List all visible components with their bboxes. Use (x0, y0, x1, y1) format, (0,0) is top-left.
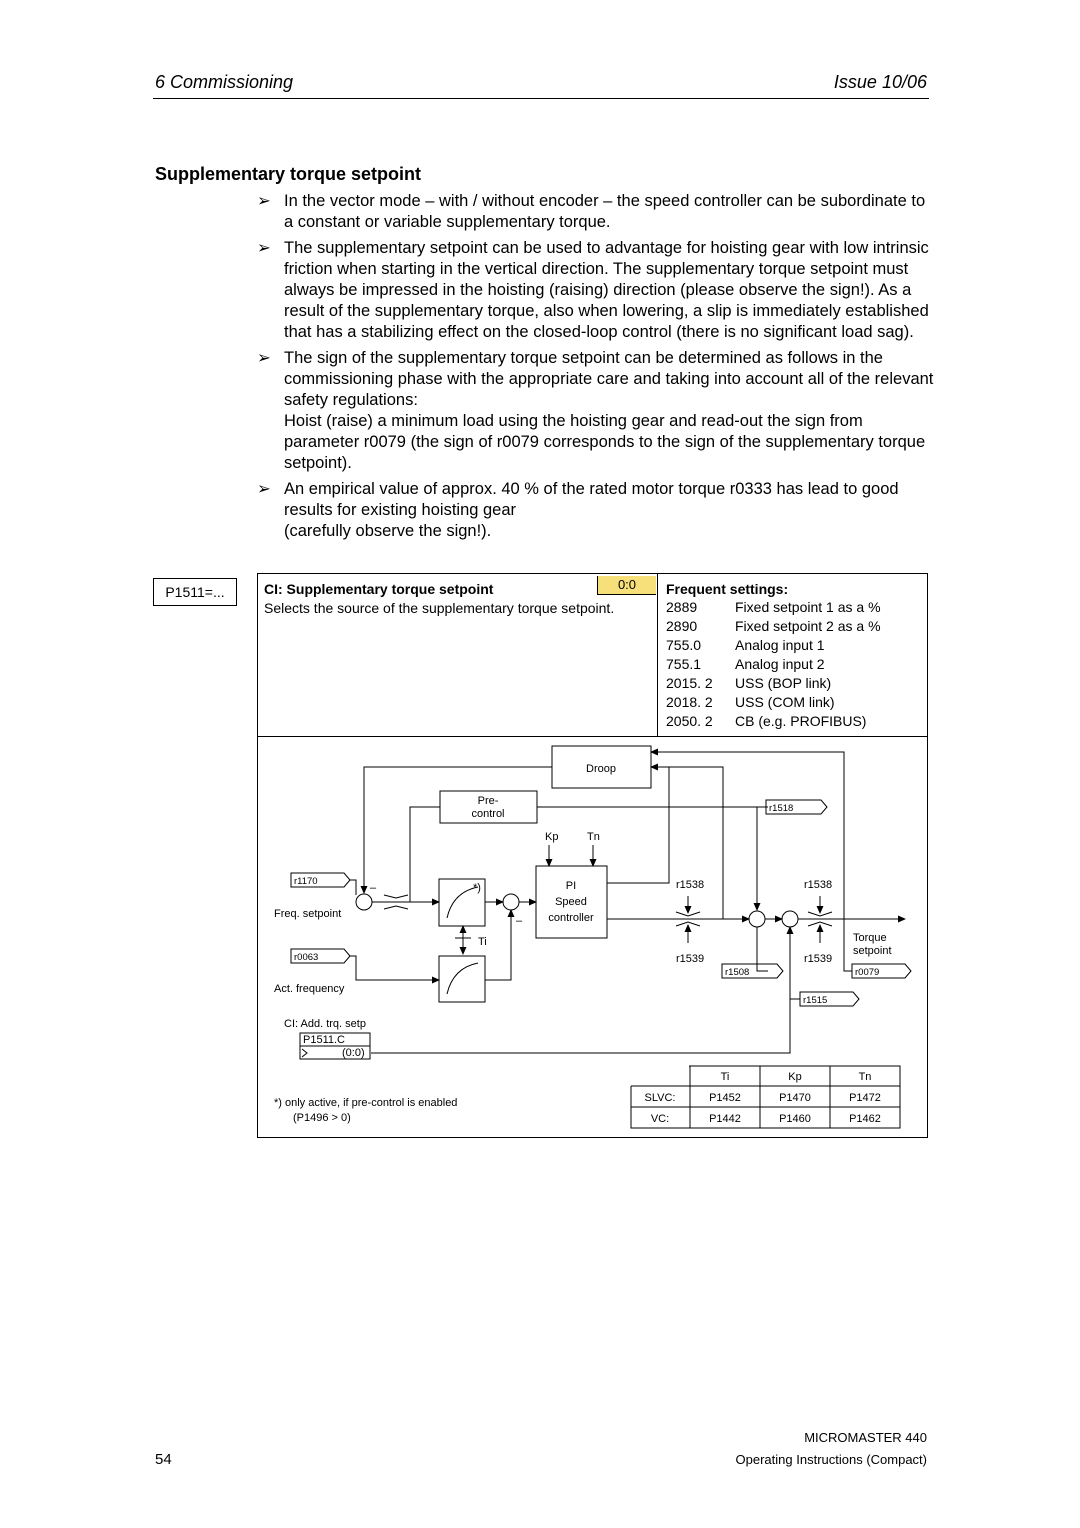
setting-label: Fixed setpoint 2 as a % (735, 618, 881, 634)
act-frequency-label: Act. frequency (274, 983, 345, 995)
bullet-extra-text: (carefully observe the sign!). (284, 522, 492, 540)
setting-code: 2018. 2 (666, 694, 713, 710)
setting-code: 755.0 (666, 637, 702, 653)
table-cell: P1442 (709, 1113, 741, 1125)
setting-code: 2889 (666, 599, 698, 615)
setting-row (666, 636, 881, 655)
torque-setpoint-label: Torque (853, 932, 887, 944)
minus-sign: – (516, 915, 523, 927)
setting-row (666, 674, 881, 693)
setting-code: 2050. 2 (666, 713, 713, 729)
r0079-tag-label: r0079 (855, 967, 880, 978)
setting-label: CB (e.g. PROFIBUS) (735, 713, 867, 729)
divider (258, 736, 927, 737)
precontrol-label: control (471, 808, 505, 820)
setting-label: Analog input 1 (735, 637, 825, 653)
parameter-title: CI: Supplementary torque setpoint (264, 581, 494, 597)
setting-row (666, 712, 881, 731)
footer-model: MICROMASTER 440 (804, 1430, 927, 1445)
arrow-bullet-icon: ➢ (257, 239, 271, 257)
table-cell: P1460 (779, 1113, 811, 1125)
table-cell: P1470 (779, 1092, 811, 1104)
table-cell: SLVC: (644, 1092, 676, 1104)
precontrol-label: Pre- (477, 795, 499, 807)
r1539-label: r1539 (676, 953, 705, 965)
ci-add-label: CI: Add. trq. setp (284, 1018, 366, 1030)
setting-label: USS (COM link) (735, 694, 835, 710)
bullet-item (257, 191, 937, 233)
footnote: *) only active, if pre-control is enabled (274, 1097, 458, 1109)
r1538-label: r1538 (676, 879, 705, 891)
pi-label: Speed (555, 896, 587, 908)
setting-code: 755.1 (666, 656, 702, 672)
table-header: Kp (788, 1071, 802, 1083)
r1170-tag-label: r1170 (294, 876, 318, 887)
setting-row (666, 617, 881, 636)
setting-row (666, 693, 881, 712)
r0063-tag-label: r0063 (294, 952, 319, 963)
frequent-settings (666, 581, 881, 731)
r1508-tag-label: r1508 (725, 967, 750, 978)
r1518-tag-label: r1518 (769, 803, 794, 814)
p1511c-default-label: (0:0) (342, 1047, 365, 1059)
setting-label: USS (BOP link) (735, 675, 832, 691)
header-issue: Issue 10/06 (833, 72, 927, 92)
arrow-bullet-icon: ➢ (257, 480, 271, 498)
table-header: Ti (720, 1071, 730, 1083)
header-rule (153, 98, 929, 99)
table-cell: P1452 (709, 1092, 741, 1104)
setting-label: Fixed setpoint 1 as a % (735, 599, 881, 615)
bullet-list (257, 191, 937, 547)
footer-document: Operating Instructions (Compact) (735, 1452, 927, 1467)
footnote: (P1496 > 0) (293, 1112, 351, 1124)
r1538-label: r1538 (804, 879, 833, 891)
table-cell: P1472 (849, 1092, 881, 1104)
star-label: *) (473, 882, 481, 894)
header-section: 6 Commissioning (155, 72, 294, 92)
bullet-item (257, 479, 937, 542)
pi-label: PI (565, 880, 577, 892)
section-title: Supplementary torque setpoint (155, 164, 422, 184)
setting-row (666, 655, 881, 674)
kp-label: Kp (545, 831, 559, 843)
table-cell: VC: (650, 1113, 670, 1125)
bullet-text: The sign of the supplementary torque setpoint can be determined as follows in the commissioning phase with the appropriate care and taking into account all of the relevant safety regulations: (284, 349, 934, 409)
frequent-settings-heading: Frequent settings: (666, 581, 789, 597)
ti-label: Ti (478, 936, 487, 948)
bullet-text: In the vector mode – with / without encoder – the speed controller can be subordinate to a constant or variable supplementary torque. (284, 192, 926, 231)
parameter-description: Selects the source of the supplementary torque setpoint. (264, 600, 615, 616)
p1511c-label: P1511.C (303, 1034, 345, 1046)
arrow-bullet-icon: ➢ (257, 192, 271, 210)
setting-row (666, 598, 881, 617)
setting-code: 2890 (666, 618, 698, 634)
freq-setpoint-label: Freq. setpoint (274, 908, 342, 920)
bullet-text: An empirical value of approx. 40 % of the rated motor torque r0333 has lead to good results for existing hoisting gear (284, 480, 899, 519)
setting-label: Analog input 2 (735, 656, 825, 672)
bullet-item (257, 348, 937, 474)
bullet-text: The supplementary setpoint can be used to advantage for hoisting gear with low intrinsic friction when starting in the vertical direction. The supplementary torque setpoint must always be impressed in the hoisting (raising) direction (please observe the sign!). As a result of the supplementary torque, also when lowering, a slip is immediately established that has a stabilizing effect on the closed-loop control (there is no significant load sag). (284, 239, 929, 341)
r1515-tag-label: r1515 (803, 995, 828, 1006)
divider (657, 574, 658, 736)
parameter-default-badge: 0:0 (597, 576, 656, 595)
r1539-label: r1539 (804, 953, 833, 965)
setting-code: 2015. 2 (666, 675, 713, 691)
droop-label: Droop (586, 763, 616, 775)
bullet-item (257, 238, 937, 343)
parameter-box (257, 573, 928, 1138)
bullet-extra-text: Hoist (raise) a minimum load using the hoisting gear and read-out the sign from parameter r0079 (the sign of r0079 corresponds to the sign of the supplementary torque setpoint). (284, 412, 926, 472)
table-cell: P1462 (849, 1113, 881, 1125)
pi-label: controller (548, 912, 594, 924)
minus-sign: – (370, 882, 377, 894)
torque-setpoint-label: setpoint (853, 945, 892, 957)
arrow-bullet-icon: ➢ (257, 349, 271, 367)
parameter-tag: P1511=... (153, 578, 237, 606)
tn-label: Tn (587, 831, 600, 843)
table-header: Tn (858, 1071, 872, 1083)
page-number: 54 (155, 1451, 172, 1468)
